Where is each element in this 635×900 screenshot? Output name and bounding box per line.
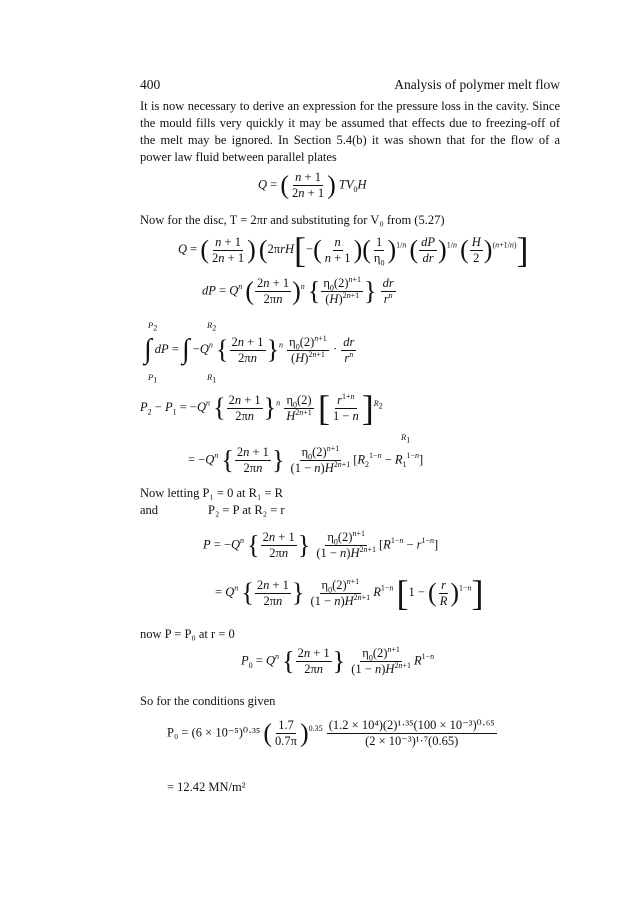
integral-upper-limit-r2: $R_2$	[207, 320, 217, 333]
running-title: Analysis of polymer melt flow	[394, 77, 560, 92]
integral-lower-limit-r1: $R_1$	[207, 372, 217, 385]
intro-paragraph: It is now necessary to derive an expression for the pressure loss in the cavity. Since the mould fills very quickly it may be assumed that effects due to freezing-off of the melt may be ignored. In Section 5.4(b) it was shown that for the flow of a power law fluid between parallel plates	[140, 99, 560, 164]
integral-lower-limit-p1: $P_1$	[148, 372, 158, 385]
result-value: = 12.42 MN/m²	[167, 780, 246, 794]
equation-integral: ∫ dP = ∫ $-Q^n$ { $\frac{2n + 1}{2\pi n}$ }$^n$ $\frac{\eta_0(2)^{n+1}}{(H)^{2n+1}}$ · $\frac{dr}{r^n}$	[144, 333, 355, 365]
numeric-frac-num: 1.7	[278, 718, 294, 732]
numeric-denominator: (2 × 10⁻³)¹·⁷(0.65)	[365, 734, 459, 748]
equation-dp: dP = $Q^n$ ( $\frac{2n + 1}{2\pi n}$ )$^n$ { $\frac{\eta_0(2)^{n+1}}{(H)^{2n+1}}$ } $\frac{dr}{r^n}$	[202, 274, 394, 306]
equation-numeric: P₀ = (6 × 10⁻⁵)⁰·³⁵ ( $\frac{1.7}{0.7\pi}$ )$^{0.35}$ $\frac{\text{(1.2 × 10⁴)(2)¹·³⁵(100 × 10⁻³)⁰·⁶⁵}}{\text{(2 × 10⁻³)¹·⁷(0.65)}}$	[167, 718, 495, 748]
page-number: 400	[140, 77, 161, 92]
boundary-line-2: P₂ = P at R₂ = r	[208, 503, 285, 517]
boundary-line-1: Now letting P₁ = 0 at R₁ = R	[140, 486, 283, 500]
equation-pressure-rearranged: = $Q^n$ { $\frac{2n + 1}{2\pi n}$ } $\frac{\eta_0(2)^{n+1}}{(1 - n)H^{2n+1}}$ $R^{1-n}$ [1 − ( $\frac{r}{R}$ )$^{1-n}$]	[215, 573, 484, 613]
equation-p0: $P_0 = Q^n$ { $\frac{2n + 1}{2\pi n}$ } $\frac{\eta_0(2)^{n+1}}{(1 - n)H^{2n+1}}$ $R^{1-n}$	[241, 644, 435, 676]
equation-disc-flow: Q = ( $\frac{n + 1}{2n + 1}$ ) (2πrH[−( $\frac{n}{n + 1}$ )( $\frac{1}{\eta_0}$ )$^{1/n}$ ( $\frac{dP}{dr}$ )$^{1/n}$ ( $\frac{H}{2}$ )$^{(n+1/n)}$]	[178, 230, 529, 270]
equation-flow-rate: Q = ( $\frac{n + 1}{2n + 1}$ ) $TV_0H$	[258, 170, 367, 200]
bracket-lower-limit-r1: $R_1$	[401, 432, 411, 445]
numeric-lhs: P₀ = (6 × 10⁻⁵)⁰·³⁵	[167, 725, 261, 740]
equation-evaluated-limits: = $-Q^n$ { $\frac{2n + 1}{2\pi n}$ } $\frac{\eta_0(2)^{n+1}}{(1 - n)H^{2n+1}}$ $[R_2^{1-n} - R_1^{1-n}]$	[188, 443, 424, 475]
conditions-text: So for the conditions given	[140, 694, 276, 708]
p0-condition-text: now P = P₀ at r = 0	[140, 627, 235, 641]
disc-intro-text: Now for the disc, T = 2πr and substituting for V₀ from (5.27)	[140, 213, 445, 227]
numeric-frac-exp: 0.35	[308, 724, 323, 734]
boundary-and-label: and	[140, 503, 159, 517]
equation-pressure-p: $P = -Q^n$ { $\frac{2n + 1}{2\pi n}$ } $\frac{\eta_0(2)^{n+1}}{(1 - n)H^{2n+1}}$ $[R^{1-n} - r^{1-n}]$	[203, 528, 439, 560]
numeric-numerator: (1.2 × 10⁴)(2)¹·³⁵(100 × 10⁻³)⁰·⁶⁵	[328, 718, 495, 732]
equation-p2-minus-p1: $P_2 - P_1 = -Q^n$ { $\frac{2n + 1}{2\pi n}$ }$^n$ $\frac{\eta_0(2)}{H^{2n+1}}$ [ $\frac{r^{1+n}}{1 - n}$ ]$^{R_2}$	[140, 388, 383, 428]
integral-upper-limit-p2: $P_2$	[148, 320, 158, 333]
numeric-frac-den: 0.7π	[275, 734, 297, 748]
